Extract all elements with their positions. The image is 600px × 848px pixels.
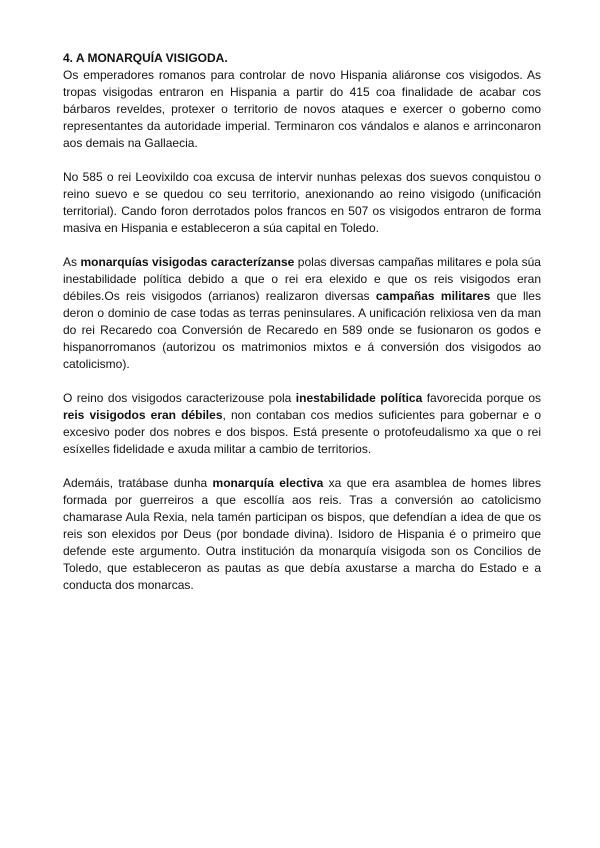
paragraph-4-text-1: O reino dos visigodos caracterizouse pola [63,391,296,405]
paragraph-4-bold-2: reis visigodos eran débiles [63,408,223,422]
paragraph-3 [63,254,541,373]
paragraph-4 [63,390,541,458]
paragraph-1: Os emperadores romanos para controlar de novo Hispania aliáronse cos visigodos. As tropas visigodas entraron en Hispania a partir do 415 coa finalidade de acabar cos bárbaros reveldes, protexer o territorio de novos ataques e exercer o goberno como representantes da autoridade imperial. Terminaron cos vándalos e alanos e arrinconaron aos demais na Gallaecia. [63,68,541,150]
paragraph-5 [63,475,541,594]
paragraph-3-bold-2: campañas militares [375,289,491,303]
document-page [63,50,541,611]
paragraph-3-text-1: As [63,255,81,269]
paragraph-3-text-3: que lles deron o dominio de case todas as terras peninsulares. A unificación relixiosa ven da man do rei Recaredo coa Conversión de Recaredo en 589 onde se fusionaron os godos e hispanorromanos (autorizou os matrimonios mixtos e á conversión dos visigodos ao catolicismo). [63,289,541,371]
paragraph-4-bold-1: inestabilidade política [295,391,423,405]
paragraph-5-text-1: Ademáis, tratábase dunha [63,476,213,490]
section-title: 4. A MONARQUÍA VISIGODA. [63,51,228,65]
paragraph-4-text-2: favorecida porque os [422,391,541,405]
paragraph-5-bold-1: monarquía electiva [212,476,324,490]
paragraph-4-text-3: , non contaban cos medios suficientes para gobernar e o excesivo poder dos nobres e dos bispos. Está presente o protofeudalismo xa que o rei esíxelles fidelidade e axuda militar a cambio de territorios. [63,408,541,456]
paragraph-2: No 585 o rei Leovixildo coa excusa de intervir nunhas pelexas dos suevos conquistou o reino suevo e se quedou co seu territorio, anexionando ao reino visigodo (unificación territorial). Cando foron derrotados polos francos en 507 os visigodos entraron de forma masiva en Hispania e estableceron a súa capital en Toledo. [63,170,541,235]
paragraph-3-text-2: polas diversas campañas militares e pola súa inestabilidade política debido a que o rei era elexido e que os reis visigodos eran débiles.Os reis visigodos (arrianos) realizaron diversas [63,255,541,303]
paragraph-5-text-2: xa que era asamblea de homes libres formada por guerreiros a que escollía aos reis. Tras a conversión ao catolicismo chamarase Aula Rexia, nela tamén participan os bispos, que defendían a idea de que os reis son elexidos por Deus (por bondade divina). Isidoro de Hispania é o primeiro que defende este argumento. Outra institución da monarquía visigoda son os Concilios de Toledo, que estableceron as pautas as que debía axustarse a marcha do Estado e a conducta dos monarcas. [63,476,541,592]
paragraph-3-bold-1: monarquías visigodas caracterízanse [80,255,295,269]
